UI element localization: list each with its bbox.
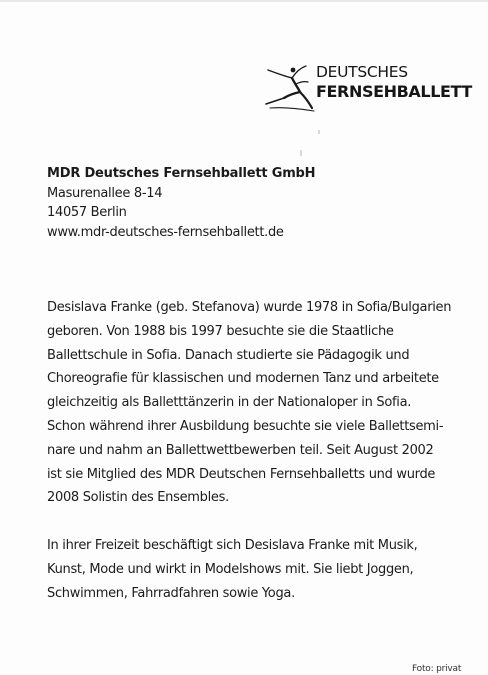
text-line: geboren. Von 1988 bis 1997 besuchte sie die Staatliche — [47, 323, 394, 339]
text-line: Schwimmen, Fahrradfahren sowie Yoga. — [47, 585, 295, 601]
postal-city: 14057 Berlin — [47, 205, 127, 220]
scan-edge — [0, 0, 488, 2]
scan-speck — [318, 130, 320, 134]
bio-paragraph-2 — [47, 534, 475, 605]
text-line: gleichzeitig als Balletttänzerin in der Nationaloper in Sofia. — [47, 395, 412, 411]
text-line: ist sie Mitglied des MDR Deutschen Fernsehballetts und wurde — [47, 466, 436, 482]
text-line: Desislava Franke (geb. Stefanova) wurde 1978 in Sofia/Bulgarien — [47, 300, 452, 315]
website-link[interactable]: www.mdr-deutsches-fernsehballett.de — [47, 224, 284, 240]
street-address: Masurenallee 8-14 — [47, 185, 163, 201]
logo-text-line2: FERNSEHBALLETT — [316, 82, 472, 101]
text-line: nare und nahm an Ballettwettbewerben teil. Seit August 2002 — [47, 442, 434, 458]
text-line: Schon während ihrer Ausbildung besuchte sie viele Ballettsemi- — [47, 418, 444, 434]
text-line: Ballettschule in Sofia. Danach studierte sie Pädagogik und — [47, 347, 410, 363]
paragraph-gap — [47, 510, 475, 534]
company-logo — [262, 58, 472, 118]
photo-credit: Foto: privat — [412, 664, 462, 674]
text-line: 2008 Solistin des Ensembles. — [47, 490, 229, 506]
biography-text — [47, 296, 475, 605]
text-line: Choreografie für klassischen und modernen Tanz und arbeitete — [47, 371, 439, 387]
address-block — [47, 164, 315, 242]
logo-text-line1: DEUTSCHES — [316, 63, 408, 81]
scan-speck — [300, 150, 302, 156]
text-line: Kunst, Mode und wirkt in Modelshows mit. Sie liebt Joggen, — [47, 561, 414, 577]
company-name: MDR Deutsches Fernsehballett GmbH — [47, 166, 316, 181]
bio-paragraph-1 — [47, 296, 475, 510]
text-line: In ihrer Freizeit beschäftigt sich Desislava Franke mit Musik, — [47, 537, 418, 553]
